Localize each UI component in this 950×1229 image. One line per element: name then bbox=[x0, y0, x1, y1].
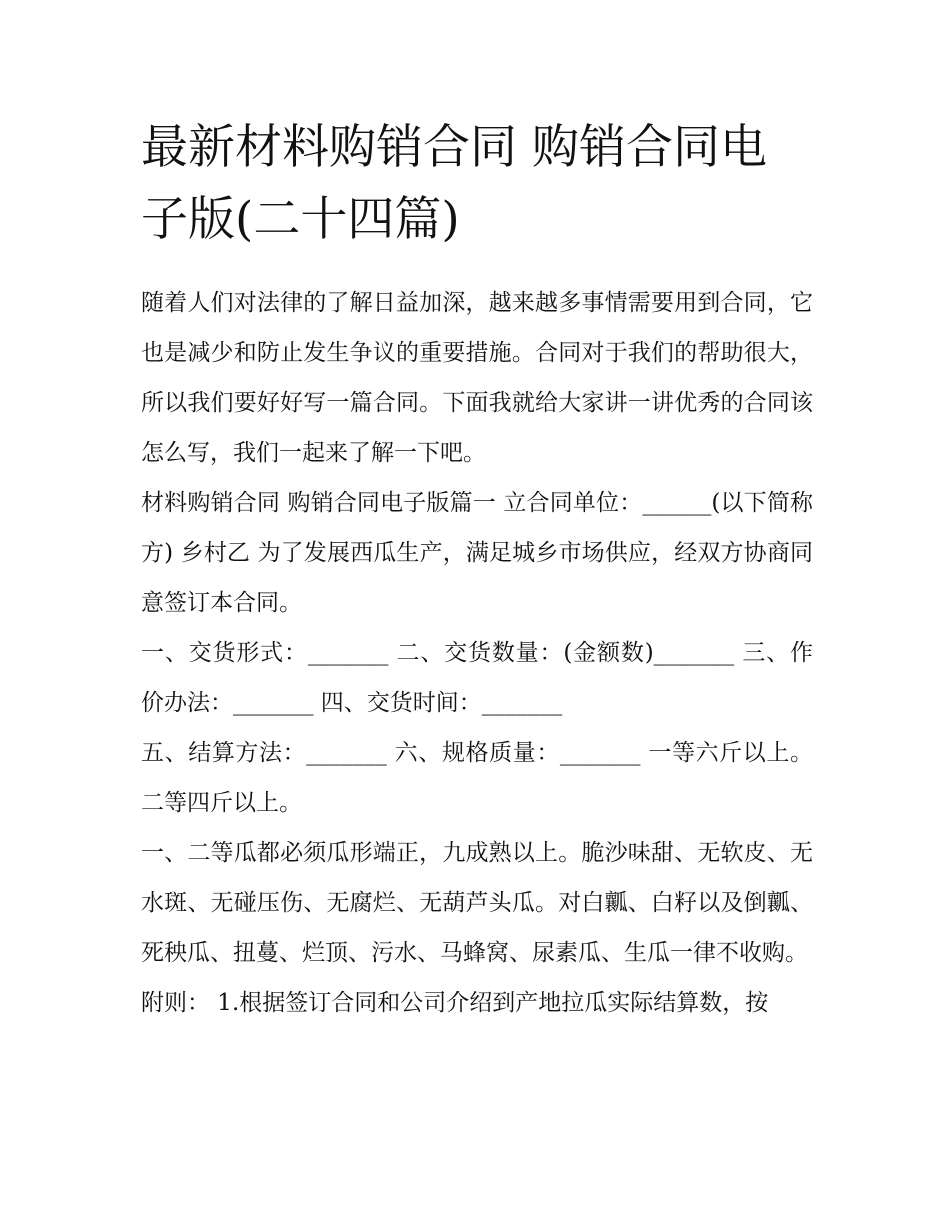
document-page bbox=[141, 112, 813, 1028]
paragraph-terms-5-6: 五、结算方法：_______ 六、规格质量：_______ 一等六斤以上。 二等四斤以上。 bbox=[141, 740, 813, 816]
document-title: 最新材料购销合同 购销合同电子版(二十四篇) bbox=[141, 120, 767, 247]
paragraph-terms-1-4: 一、交货形式：_______ 二、交货数量：(金额数)_______ 三、作价办法：_______ 四、交货时间：_______ bbox=[141, 640, 813, 716]
paragraph-appendix: 附则： 1.根据签订合同和公司介绍到产地拉瓜实际结算数，按 bbox=[141, 990, 769, 1016]
paragraph-intro: 随着人们对法律的了解日益加深，越来越多事情需要用到合同，它也是减少和防止发生争议的重要措施。合同对于我们的帮助很大，所以我们要好好写一篇合同。下面我就给大家讲一讲优秀的合同该怎么写，我们一起来了解一下吧。 bbox=[141, 290, 813, 466]
paragraph-contract-parties: 材料购销合同 购销合同电子版篇一 立合同单位：______(以下简称方) 乡村乙 为了发展西瓜生产，满足城乡市场供应，经双方协商同意签订本合同。 bbox=[141, 490, 813, 616]
paragraph-quality-requirements: 一、二等瓜都必须瓜形端正，九成熟以上。脆沙味甜、无软皮、无水斑、无碰压伤、无腐烂、无葫芦头瓜。对白瓤、白籽以及倒瓤、死秧瓜、扭蔓、烂顶、污水、马蜂窝、尿素瓜、生瓜一律不收购。 bbox=[141, 840, 813, 966]
document-body bbox=[141, 278, 813, 1028]
